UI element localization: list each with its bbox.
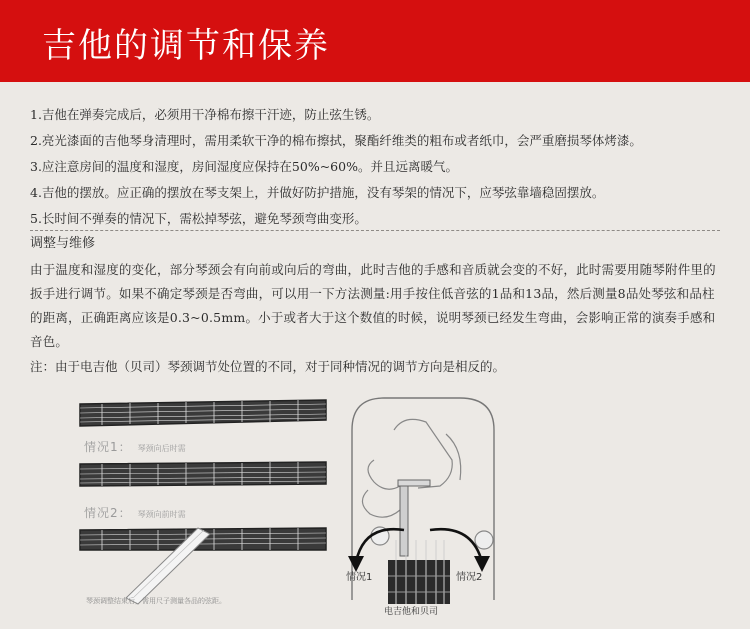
truss-rod-illustration xyxy=(334,390,510,618)
adjust-section-title: 调整与维修 xyxy=(30,236,96,251)
neck-adjust-figure xyxy=(78,392,328,612)
rod-case2-label: 情况2 xyxy=(456,572,483,583)
case1-caption xyxy=(84,436,186,455)
case2-caption xyxy=(84,502,186,521)
care-note-5: 5.长时间不弹奏的情况下，需松掉琴弦，避免琴颈弯曲变形。 xyxy=(30,211,367,226)
rod-figure-caption: 电吉他和贝司 xyxy=(384,607,439,617)
case2-desc: 琴颈向前时需 xyxy=(137,510,186,519)
case1-label: 情况1： xyxy=(84,440,132,454)
care-note-3: 3.应注意房间的温度和湿度，房间湿度应保持在50%~60%。并且远离暖气。 xyxy=(30,159,458,174)
care-note-2: 2.亮光漆面的吉他琴身清理时，需用柔软干净的棉布擦拭，聚酯纤维类的粗布或者纸巾，会严重磨损琴体烤漆。 xyxy=(30,133,642,148)
truss-rod-figure xyxy=(334,390,510,618)
case2-label: 情况2： xyxy=(84,506,132,520)
care-notes xyxy=(30,102,730,232)
care-note-1: 1.吉他在弹奏完成后，必须用干净棉布擦干汗迹，防止弦生锈。 xyxy=(30,107,380,122)
adjust-note: 注：由于电吉他（贝司）琴颈调节处位置的不同，对于同种情况的调节方向是相反的。 xyxy=(30,359,506,374)
figure-footnote: 琴颈调整结束后，需用尺子测量各品的弦距。 xyxy=(86,597,226,605)
section-divider xyxy=(30,230,720,231)
page-title: 吉他的调节和保养 xyxy=(42,26,330,66)
case1-desc: 琴颈向后时需 xyxy=(137,444,186,453)
fretboard-2 xyxy=(80,462,326,486)
allen-key-icon xyxy=(398,480,430,556)
fretboard-1 xyxy=(80,400,326,426)
title-banner xyxy=(0,0,750,82)
adjust-section-body: 由于温度和湿度的变化，部分琴颈会有向前或向后的弯曲，此时吉他的手感和音质就会变的不好，此时需要用随琴附件里的扳手进行调节。如果不确定琴颈是否弯曲，可以用一下方法测量:用手按住低音弦的1品和13品，然后测量8品处琴弦和品柱的距离，正确距离应该是0.3~0.5mm。小于或者大于这个数值的时候，说明琴颈已经发生弯曲，会影响正常的演奏手感和音色。 xyxy=(30,262,716,349)
care-note-4: 4.吉他的摆放。应正确的摆放在琴支架上，并做好防护措施，没有琴架的情况下，应琴弦靠墙稳固摆放。 xyxy=(30,185,605,200)
guitar-neck xyxy=(388,540,450,604)
rod-case1-label: 情况1 xyxy=(346,572,373,583)
